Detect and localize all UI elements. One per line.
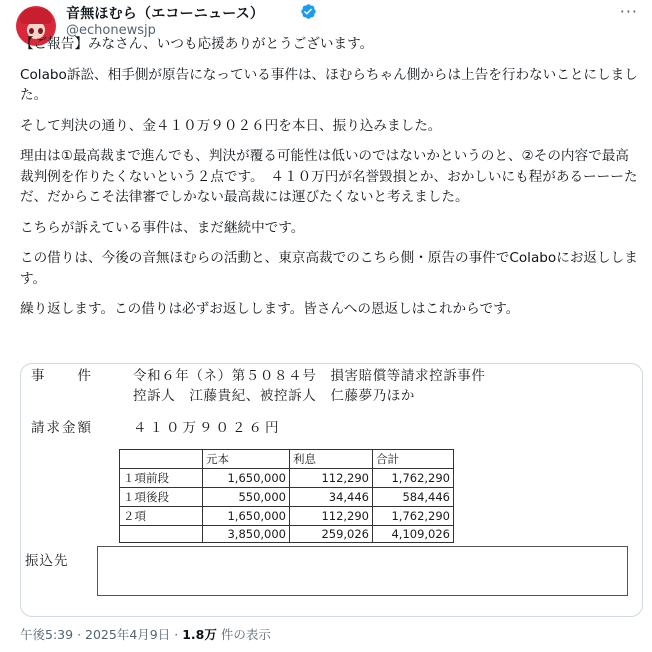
table-cell: 1,650,000 <box>203 469 290 488</box>
avatar-hair <box>20 8 52 24</box>
table-header-row <box>120 450 454 469</box>
table-cell: 1,762,290 <box>373 469 454 488</box>
payment-table <box>119 449 454 543</box>
meta-separator: · <box>77 627 82 642</box>
tweet-meta <box>20 625 271 643</box>
tweet-paragraph: 繰り返します。この借りは必ずお返しします。皆さんへの恩返しはこれからです。 <box>20 301 520 317</box>
tweet-paragraph: 理由は①最高裁まで進んでも、判決が覆る可能性は低いのではないかというのと、②その内容で最高裁判例を作りたくないという２点です。 ４１０万円が名誉毀損とか、おかしいにも程があるーーーただ、だからこそ法律審でしかない最高裁には運びたくないと考えました。 <box>20 148 638 205</box>
table-cell: ２項 <box>120 507 203 526</box>
table-row <box>120 507 454 526</box>
more-horizontal-icon[interactable]: ··· <box>619 2 638 21</box>
verified-badge-icon <box>300 3 317 20</box>
table-cell: 1,762,290 <box>373 507 454 526</box>
table-cell: １項前段 <box>120 469 203 488</box>
amount-label: 請求金額 <box>31 420 93 436</box>
table-cell: 584,446 <box>373 488 454 507</box>
view-count[interactable]: 1.8万 <box>182 627 217 642</box>
tweet-text <box>20 34 640 330</box>
case-number: 令和６年（ネ）第５０８４号 損害賠償等請求控訴事件 <box>133 368 486 384</box>
tweet-date[interactable]: 2025年4月9日 <box>85 627 171 642</box>
table-cell: １項後段 <box>120 488 203 507</box>
table-cell: 259,026 <box>290 526 373 543</box>
table-cell: 3,850,000 <box>203 526 290 543</box>
author-handle[interactable]: @echonewsjp <box>66 23 156 38</box>
claim-amount: ４１０万９０２６円 <box>133 420 282 436</box>
table-cell: 1,650,000 <box>203 507 290 526</box>
table-cell: 4,109,026 <box>373 526 454 543</box>
case-label: 事 件 <box>31 368 93 384</box>
table-total-row <box>120 526 454 543</box>
tweet-paragraph: 【ご報告】みなさん、いつも応援ありがとうございます。 <box>20 36 374 52</box>
attached-image[interactable] <box>20 363 643 617</box>
author-display-name[interactable]: 音無ほむら（エコーニュース） <box>66 6 265 22</box>
table-header-cell: 元本 <box>203 450 290 469</box>
table-cell: 112,290 <box>290 469 373 488</box>
meta-separator: · <box>174 627 179 642</box>
tweet-time[interactable]: 午後5:39 <box>20 627 74 642</box>
tweet-paragraph: そして判決の通り、金４１０万９０２６円を本日、振り込みました。 <box>20 117 442 134</box>
document-scan <box>21 364 642 616</box>
table-row <box>120 488 454 507</box>
case-parties: 控訴人 江藤貴紀、被控訴人 仁藤夢乃ほか <box>133 388 415 404</box>
view-count-label: 件の表示 <box>220 627 271 642</box>
table-cell: 112,290 <box>290 507 373 526</box>
table-header-cell <box>120 450 203 469</box>
destination-box <box>97 546 628 596</box>
destination-label: 振込先 <box>25 553 69 569</box>
table-cell: 550,000 <box>203 488 290 507</box>
table-header-cell: 合計 <box>373 450 454 469</box>
table-row <box>120 469 454 488</box>
table-cell <box>120 526 203 543</box>
table-header-cell: 利息 <box>290 450 373 469</box>
tweet-paragraph: この借りは、今後の音無ほむらの活動と、東京高裁でのこちら側・原告の事件でColaboにお返しします。 <box>20 250 638 287</box>
tweet-paragraph: こちらが訴えている事件は、まだ継続中です。 <box>20 219 305 236</box>
table-cell: 34,446 <box>290 488 373 507</box>
tweet-paragraph: Colabo訴訟、相手側が原告になっている事件は、ほむらちゃん側からは上告を行わないことにしました。 <box>20 66 638 103</box>
